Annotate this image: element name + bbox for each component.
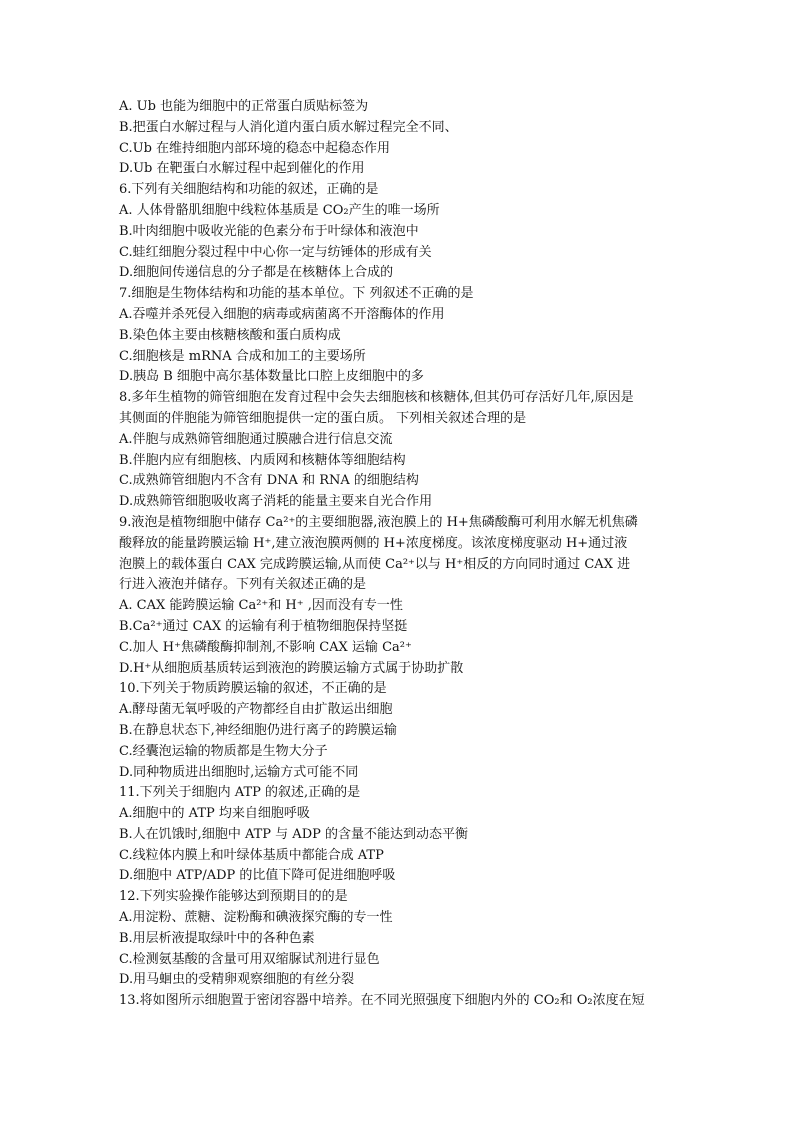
text-line: B.染色体主要由核糖核酸和蛋白质构成 [119, 327, 341, 343]
text-line: A.用淀粉、蔗糖、淀粉酶和碘液探究酶的专一性 [119, 910, 393, 926]
text-line: 行进入液泡并储存。下列有关叙述正确的是 [119, 577, 367, 593]
text-line: C.蛙红细胞分裂过程中中心你一定与纺锤体的形成有关 [119, 244, 432, 260]
text-line: B.用层析液提取绿叶中的各种色素 [119, 930, 315, 946]
text-line: A. 人体骨骼肌细胞中线粒体基质是 CO₂产生的唯一场所 [119, 202, 440, 218]
text-line: C.线粒体内膜上和叶绿体基质中都能合成 ATP [119, 847, 384, 863]
text-line: B.伴胞内应有细胞核、内质网和核糖体等细胞结构 [119, 452, 406, 468]
text-line: C.Ub 在维持细胞内部环境的稳态中起稳态作用 [119, 140, 391, 156]
text-line: A. CAX 能跨膜运输 Ca²⁺和 H⁺ ,因而没有专一性 [119, 598, 403, 614]
question-text-block [119, 97, 679, 1012]
text-line: C.经囊泡运输的物质都是生物大分子 [119, 743, 328, 759]
text-line: 其侧面的伴胞能为筛管细胞提供一定的蛋白质。 下列相关叙述合理的是 [119, 410, 527, 426]
text-line: D.细胞间传递信息的分子都是在核糖体上合成的 [119, 265, 394, 281]
text-line: C.检测氨基酸的含量可用双缩脲试剂进行显色 [119, 951, 380, 967]
text-line: A.吞噬并杀死侵入细胞的病毒或病菌离不开溶酶体的作用 [119, 306, 445, 322]
text-line: D.用马蛔虫的受精卵观察细胞的有丝分裂 [119, 972, 355, 988]
question-title: 6.下列有关细胞结构和功能的叙述，正确的是 [119, 182, 379, 198]
question-title: 12.下列实验操作能够达到预期目的的是 [119, 889, 348, 905]
text-line: B.把蛋白水解过程与人消化道内蛋白质水解过程完全不同、 [119, 119, 458, 135]
text-line: A.酵母菌无氧呼吸的产物都经自由扩散运出细胞 [119, 702, 393, 718]
text-line: A. Ub 也能为细胞中的正常蛋白质贴标签为 [119, 99, 369, 114]
question-title: 11.下列关于细胞内 ATP 的叙述,正确的是 [119, 785, 361, 801]
text-line: D.成熟筛管细胞吸收离子消耗的能量主要来自光合作用 [119, 494, 433, 510]
text-line: D.Ub 在靶蛋白水解过程中起到催化的作用 [119, 161, 365, 177]
text-line: B.Ca²⁺通过 CAX 的运输有利于植物细胞保持坚挺 [119, 618, 408, 634]
text-line: D.胰岛 B 细胞中高尔基体数量比口腔上皮细胞中的多 [119, 369, 424, 385]
text-line: B.人在饥饿时,细胞中 ATP 与 ADP 的含量不能达到动态平衡 [119, 826, 469, 842]
text-line: C.细胞核是 mRNA 合成和加工的主要场所 [119, 348, 366, 364]
text-line: 酸释放的能量跨膜运输 H⁺,建立液泡膜两侧的 H+浓度梯度。该浓度梯度驱动 H+通过液 [119, 535, 628, 551]
text-line: D.H⁺从细胞质基质转运到液泡的跨膜运输方式属于协助扩散 [119, 660, 464, 676]
text-line: C.加人 H⁺焦磷酸酶抑制剂,不影响 CAX 运输 Ca²⁺ [119, 639, 412, 655]
question-title: 9.液泡是植物细胞中储存 Ca²⁺的主要细胞器,液泡膜上的 H+焦磷酸酶可利用水解无机焦磷 [119, 514, 638, 530]
text-line: 泡膜上的载体蛋白 CAX 完成跨膜运输,从而使 Ca²⁺以与 H⁺相反的方向同时通过 CAX 进 [119, 556, 631, 572]
question-title: 8.多年生植物的筛管细胞在发育过程中会失去细胞核和核糖体,但其仍可存活好几年,原因是 [119, 390, 634, 406]
question-title: 10.下列关于物质跨膜运输的叙述，不正确的是 [119, 681, 387, 697]
question-title: 13.将如图所示细胞置于密闭容器中培养。在不同光照强度下细胞内外的 CO₂和 O₂浓度在短 [119, 993, 645, 1009]
text-line: D.细胞中 ATP/ADP 的比值下降可促进细胞呼吸 [119, 868, 396, 884]
question-title: 7.细胞是生物体结构和功能的基本单位。下 列叙述不正确的是 [119, 286, 474, 302]
text-line: B.叶肉细胞中吸收光能的色素分布于叶绿体和液泡中 [119, 223, 419, 239]
text-line: D.同种物质进出细胞时,运输方式可能不同 [119, 764, 359, 780]
text-line: C.成熟筛管细胞内不含有 DNA 和 RNA 的细胞结构 [119, 473, 419, 489]
text-line: B.在静息状态下,神经细胞仍进行离子的跨膜运输 [119, 722, 397, 738]
text-line: A.伴胞与成熟筛管细胞通过膜融合进行信息交流 [119, 431, 393, 447]
text-line: A.细胞中的 ATP 均来自细胞呼吸 [119, 806, 310, 822]
